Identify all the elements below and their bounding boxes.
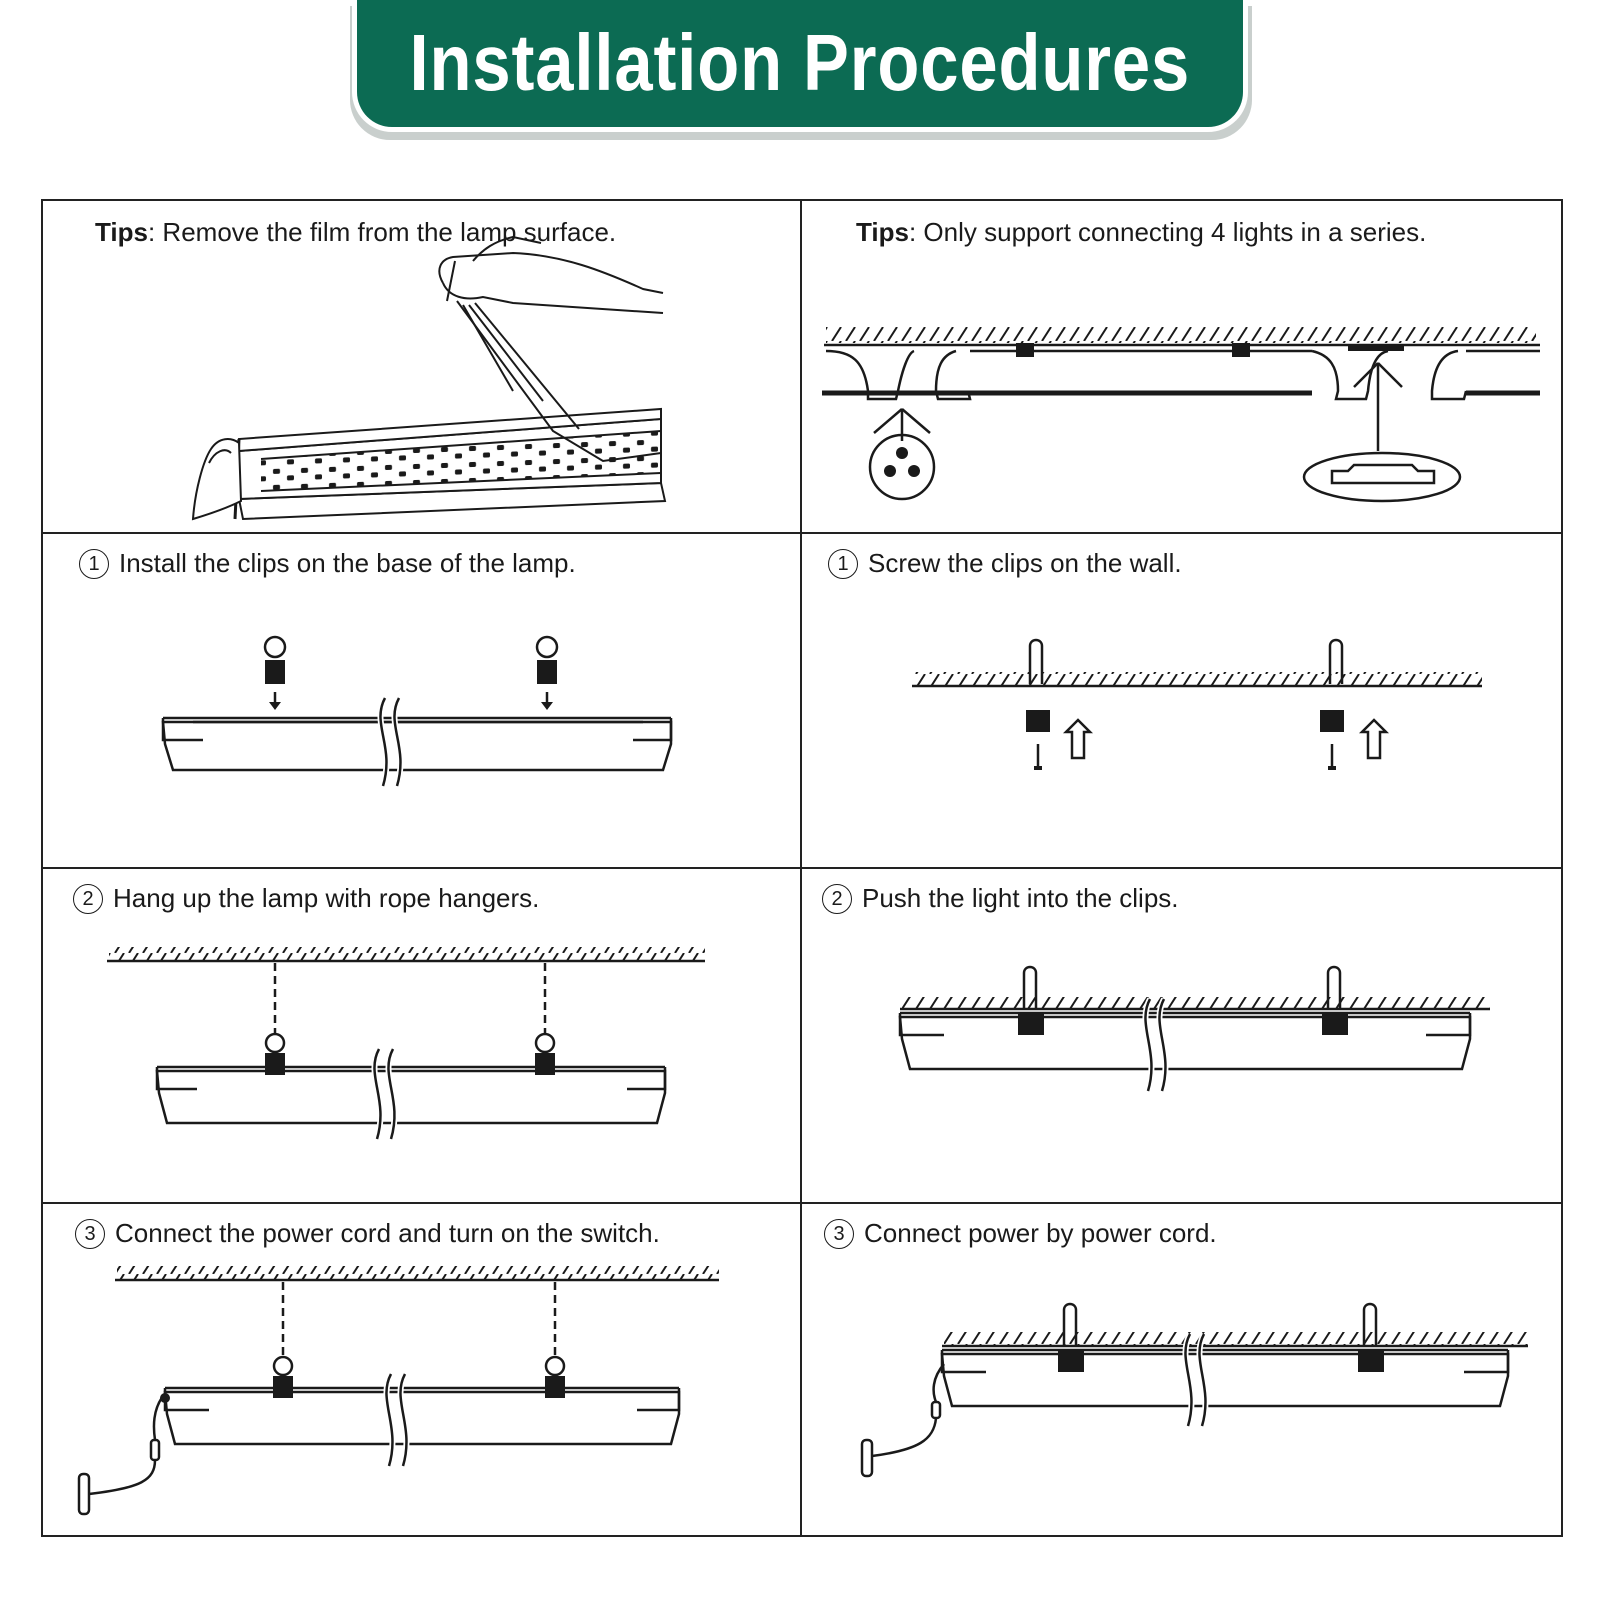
connect-power-cord-illustration bbox=[802, 1204, 1561, 1535]
step-text: Install the clips on the base of the lamp. bbox=[119, 548, 576, 578]
step-text: Screw the clips on the wall. bbox=[868, 548, 1182, 578]
step-text: Connect power by power cord. bbox=[864, 1218, 1217, 1248]
power-and-switch-illustration bbox=[43, 1204, 802, 1535]
step-number: 1 bbox=[828, 549, 858, 579]
step-number: 3 bbox=[824, 1219, 854, 1249]
push-into-clips-illustration bbox=[802, 869, 1561, 1202]
step-number: 3 bbox=[75, 1219, 105, 1249]
step-text: Hang up the lamp with rope hangers. bbox=[113, 883, 540, 913]
panel-left-step-1 bbox=[43, 534, 802, 869]
step-text: Connect the power cord and turn on the switch. bbox=[115, 1218, 660, 1248]
panel-right-step-1 bbox=[802, 534, 1561, 869]
screw-clips-illustration bbox=[802, 534, 1561, 867]
tips-label: Tips bbox=[95, 217, 148, 247]
panel-right-step-2 bbox=[802, 869, 1561, 1204]
page-title: Installation Procedures bbox=[409, 17, 1191, 107]
panel-left-step-2 bbox=[43, 869, 802, 1204]
step-text: Push the light into the clips. bbox=[862, 883, 1179, 913]
panel-tips-series bbox=[802, 201, 1561, 534]
tips-text: : Remove the film from the lamp surface. bbox=[147, 217, 617, 247]
procedure-grid bbox=[41, 199, 1563, 1537]
step-number: 2 bbox=[73, 884, 103, 914]
clips-on-lamp-illustration bbox=[43, 534, 802, 867]
panel-right-step-3 bbox=[802, 1204, 1561, 1535]
title-banner bbox=[352, 0, 1248, 132]
panel-left-step-3 bbox=[43, 1204, 802, 1535]
tips-label-series: Tips bbox=[856, 217, 909, 247]
tips-text-series: : Only support connecting 4 lights in a series. bbox=[908, 217, 1427, 247]
step-number: 2 bbox=[822, 884, 852, 914]
rope-hanger-illustration bbox=[43, 869, 802, 1202]
panel-tips-film bbox=[43, 201, 802, 534]
film-removal-illustration bbox=[43, 201, 802, 534]
series-connection-illustration bbox=[802, 201, 1561, 534]
step-number: 1 bbox=[79, 549, 109, 579]
